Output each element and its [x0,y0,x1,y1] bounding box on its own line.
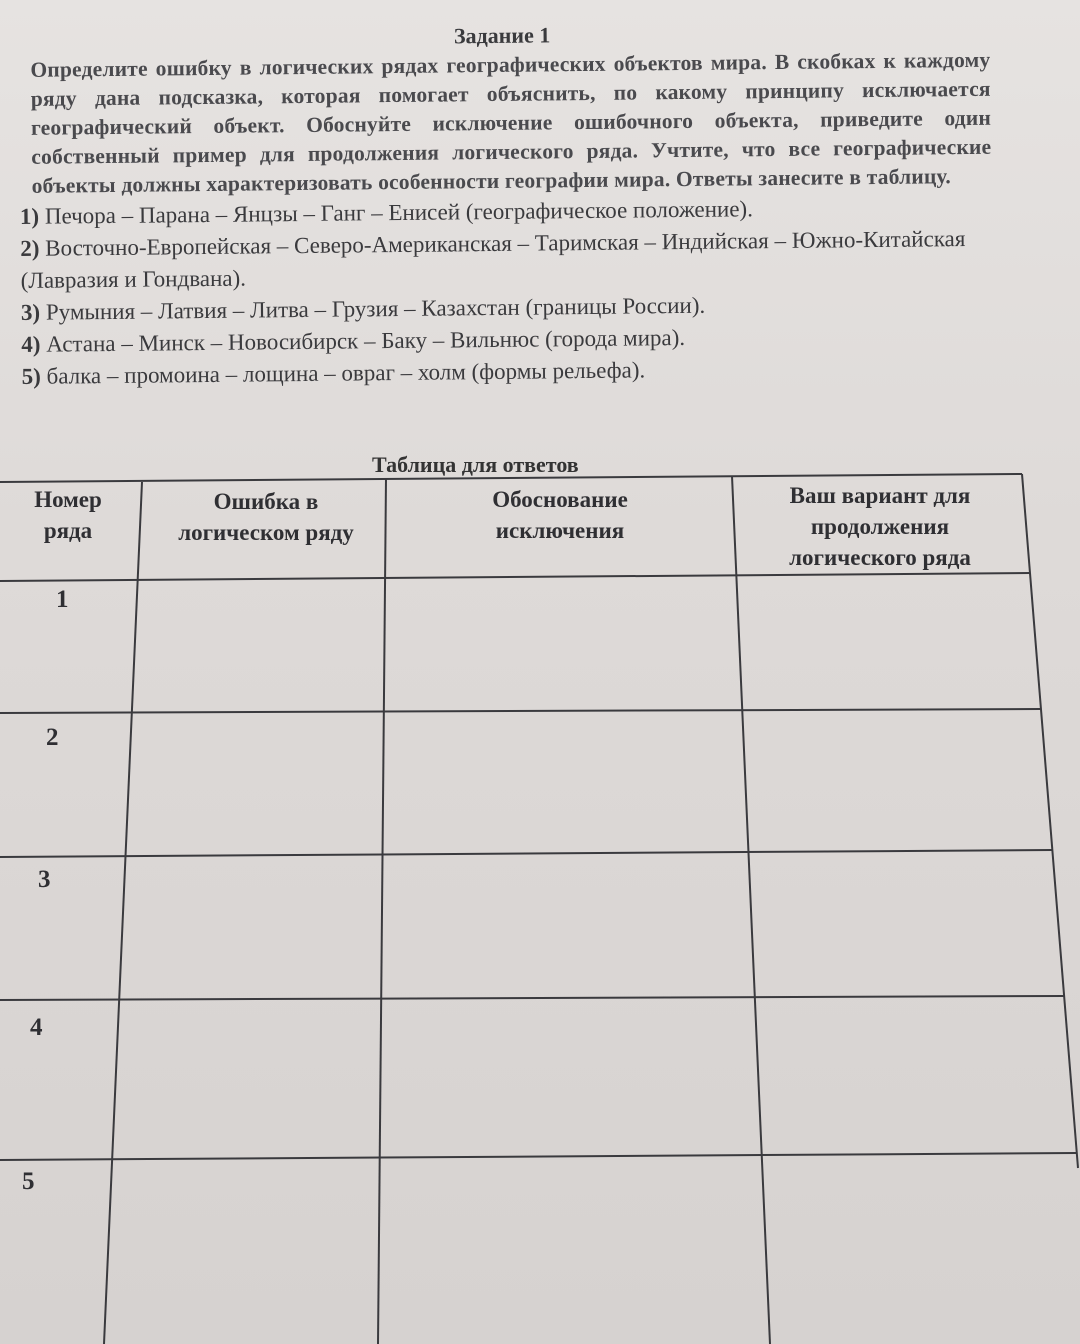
answer-cell-reason[interactable] [392,720,734,848]
task-item-number: 4) [21,331,41,357]
answer-cell-reason[interactable] [384,1166,760,1334]
answers-table [0,448,1080,1344]
header-reason: Обоснование исключения [492,487,628,543]
answer-cell-reason[interactable] [390,862,742,992]
task-item [20,223,993,297]
row-number: 3 [38,866,51,893]
row-number: 2 [46,724,59,751]
answer-cell-variant[interactable] [770,1004,1060,1150]
answer-cell-variant[interactable] [780,1164,1070,1332]
answer-cell-variant[interactable] [752,718,1038,846]
task-item-text: Печора – Парана – Янцзы – Ганг – Енисей (географическое положение). [44,196,754,229]
answer-cell-error[interactable] [144,720,372,848]
task-item-text: Восточно-Европейская – Северо-Американская – Таримская – Индийская – Южно-Китайская (Лавразия и Гондвана). [20,226,966,293]
table-title: Таблица для ответов [372,452,579,477]
row-number: 4 [30,1014,43,1041]
answer-cell-reason[interactable] [396,588,726,706]
task-item-number: 1) [19,203,40,229]
answer-cell-variant[interactable] [744,584,1024,702]
row-number: 1 [56,586,69,613]
row-number: 5 [22,1168,35,1195]
task-item-number: 3) [20,299,41,325]
task-item-number: 5) [21,363,41,389]
answer-cell-error[interactable] [150,588,376,706]
task-block [14,18,994,393]
header-error: Ошибка в логическом ряду [178,489,354,545]
answer-cell-error[interactable] [128,1008,368,1154]
task-title: Задание 1 [453,22,551,49]
task-item-number: 2) [20,235,40,261]
answer-cell-variant[interactable] [760,860,1050,990]
task-instructions: Определите ошибку в логических рядах географических объектов мира. В скобках к каждому ряду дана подсказка, которая помогает объяснить, по какому принципу исключается географический объект. Обоснуйте исключение ошибочного объекта, приведите один собственный пример для продолжения логического ряда. Учтите, что все географические объекты должны характеризовать особенности географии мира. Ответы занесите в таблицу. [30,47,992,198]
task-item-text: Румыния – Латвия – Литва – Грузия – Казахстан (границы России). [45,292,706,325]
header-variant: Ваш вариант для продолжения логического ряда [789,483,971,570]
header-row-number: Номер ряда [34,487,102,543]
answer-cell-reason[interactable] [386,1006,752,1152]
answer-cell-error[interactable] [136,864,370,994]
answer-cell-error[interactable] [118,1168,366,1336]
task-item-text: Астана – Минск – Новосибирск – Баку – Вильнюс (города мира). [46,324,686,357]
task-items-list [16,191,994,393]
task-item-text: балка – промоина – лощина – овраг – холм (формы рельефа). [46,357,646,389]
